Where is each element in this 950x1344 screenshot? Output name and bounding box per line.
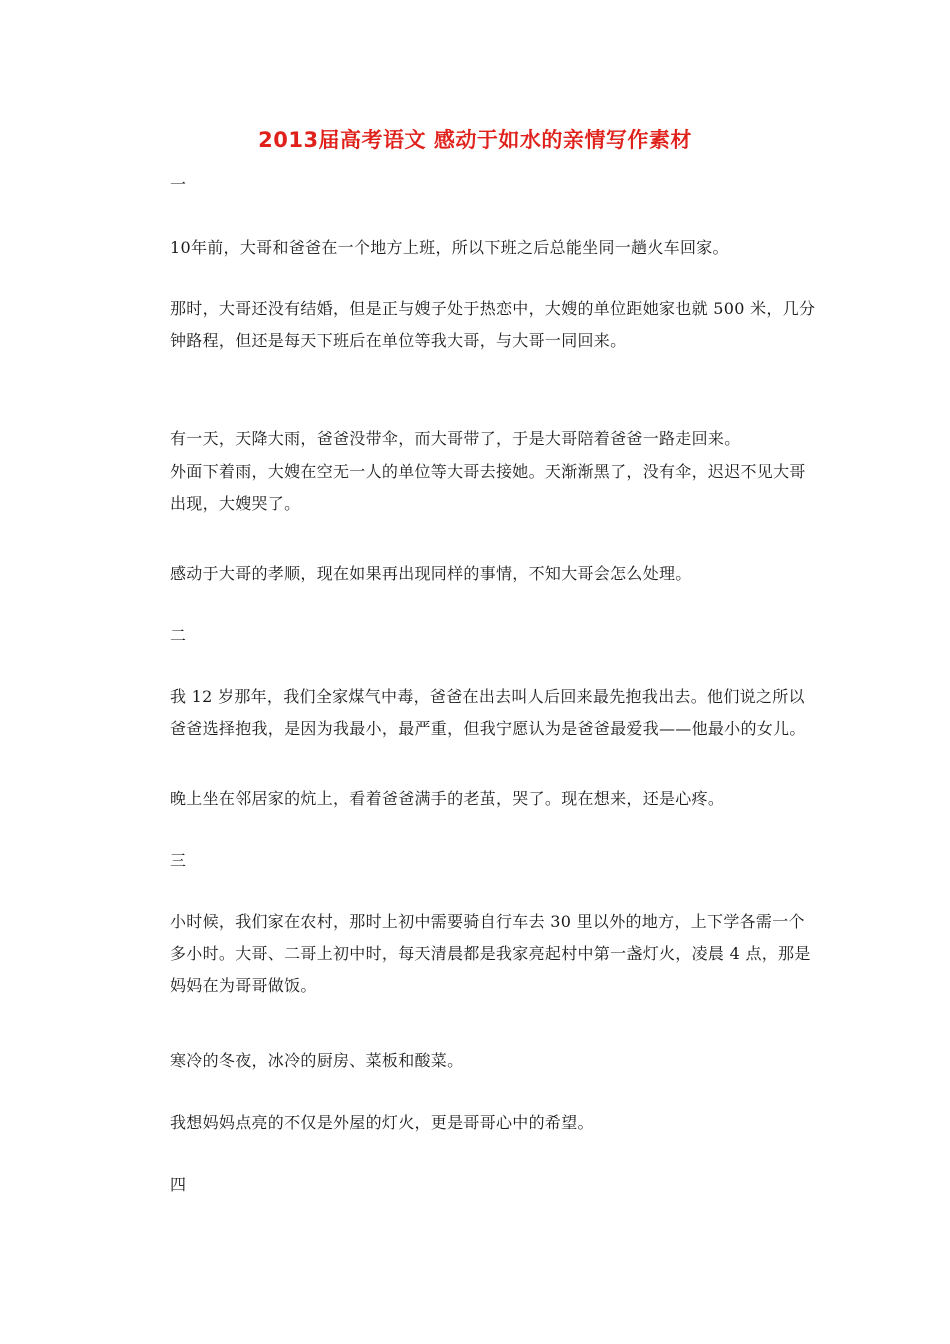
paragraph: 寒冷的冬夜，冰冷的厨房、菜板和酸菜。 xyxy=(170,1051,464,1070)
paragraph: 我 12 岁那年，我们全家煤气中毒，爸爸在出去叫人后回来最先抱我出去。他们说之所以爸爸选择抱我，是因为我最小，最严重，但我宁愿认为是爸爸最爱我——他最小的女儿。 xyxy=(170,687,806,738)
paragraph: 我想妈妈点亮的不仅是外屋的灯火，更是哥哥心中的希望。 xyxy=(170,1113,594,1132)
paragraph: 有一天，天降大雨，爸爸没带伞，而大哥带了，于是大哥陪着爸爸一路走回来。 xyxy=(170,429,741,448)
section-heading-4: 四 xyxy=(170,1175,187,1194)
paragraph: 外面下着雨，大嫂在空无一人的单位等大哥去接她。天渐渐黑了，没有伞，迟迟不见大哥出现，大嫂哭了。 xyxy=(170,462,806,513)
section-heading-3: 三 xyxy=(170,851,187,870)
section-heading-2: 二 xyxy=(170,626,187,645)
paragraph: 感动于大哥的孝顺，现在如果再出现同样的事情，不知大哥会怎么处理。 xyxy=(170,564,692,583)
paragraph: 那时，大哥还没有结婚，但是正与嫂子处于热恋中，大嫂的单位距她家也就 500 米，几分钟路程，但还是每天下班后在单位等我大哥，与大哥一同回来。 xyxy=(170,299,816,350)
section-heading-1: 一 xyxy=(170,175,187,194)
document-title: 2013届高考语文 感动于如水的亲情写作素材 xyxy=(258,128,692,152)
paragraph: 晚上坐在邻居家的炕上，看着爸爸满手的老茧，哭了。现在想来，还是心疼。 xyxy=(170,789,725,808)
paragraph: 10年前，大哥和爸爸在一个地方上班，所以下班之后总能坐同一趟火车回家。 xyxy=(170,238,729,257)
paragraph: 小时候，我们家在农村，那时上初中需要骑自行车去 30 里以外的地方，上下学各需一个多小时。大哥、二哥上初中时，每天清晨都是我家亮起村中第一盏灯火，凌晨 4 点，那是妈妈在为哥哥做饭。 xyxy=(170,912,811,995)
